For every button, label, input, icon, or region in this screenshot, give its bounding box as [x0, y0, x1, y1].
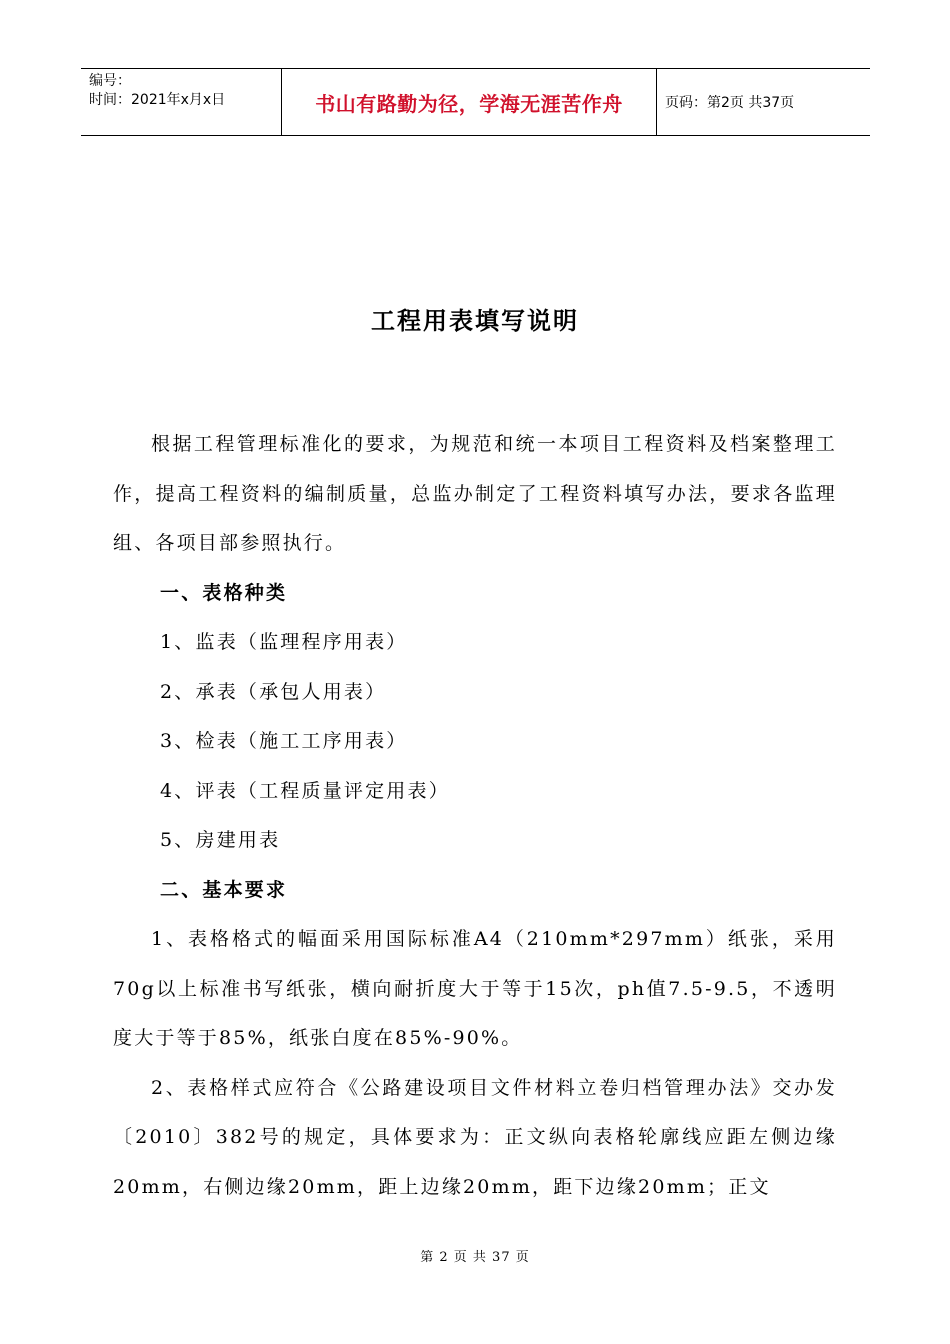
list-item: 2、承表（承包人用表）	[160, 680, 387, 703]
header-page-info: 页码：第2页 共37页	[665, 95, 795, 111]
list-item: 5、房建用表	[160, 829, 281, 851]
header-motto: 书山有路勤为径，学海无涯苦作舟	[315, 91, 623, 116]
document-number-label: 编号：	[89, 73, 131, 89]
document-title: 工程用表填写说明	[371, 306, 579, 335]
list-item: 4、评表（工程质量评定用表）	[160, 779, 450, 802]
page-header	[81, 68, 870, 136]
header-meta-cell	[81, 69, 282, 135]
document-body	[113, 420, 837, 1212]
requirement-paragraph-1: 1、表格格式的幅面采用国际标准A4（210mm*297mm）纸张，采用70g以上标准书写纸张，横向耐折度大于等于15次，ph值7.5-9.5，不透明度大于等于85%，纸张白度在85%-90%。	[113, 928, 837, 1049]
document-time: 时间：2021年x月x日	[89, 92, 226, 108]
header-motto-cell	[282, 69, 657, 135]
page-footer-number: 第 2 页 共 37 页	[420, 1250, 530, 1265]
list-item: 1、监表（监理程序用表）	[160, 631, 408, 653]
section2-heading: 二、基本要求	[160, 878, 288, 901]
list-item: 3、检表（施工工序用表）	[160, 730, 408, 752]
header-page-cell	[657, 69, 870, 135]
requirement-paragraph-2: 2、表格样式应符合《公路建设项目文件材料立卷归档管理办法》交办发〔2010〕382号的规定，具体要求为：正文纵向表格轮廓线应距左侧边缘20mm，右侧边缘20mm，距上边缘20mm，距下边缘20mm；正文	[113, 1076, 837, 1198]
intro-paragraph: 根据工程管理标准化的要求，为规范和统一本项目工程资料及档案整理工作，提高工程资料的编制质量，总监办制定了工程资料填写办法，要求各监理组、各项目部参照执行。	[113, 433, 837, 554]
section1-heading: 一、表格种类	[160, 581, 288, 604]
